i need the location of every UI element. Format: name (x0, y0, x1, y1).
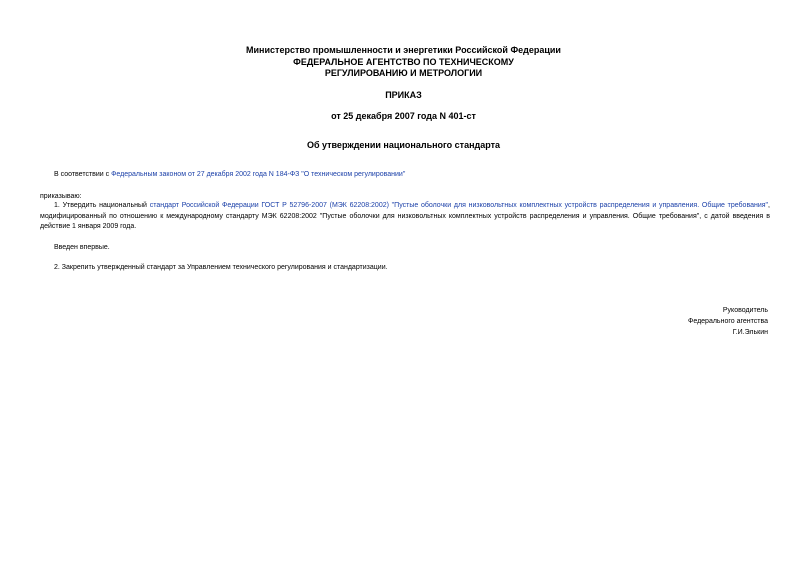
ministry-name: Министерство промышленности и энергетики Российской Федерации (246, 45, 561, 55)
order-date: от 25 декабря 2007 года N 401-ст (331, 111, 476, 121)
intro-prefix: В соответствии с (54, 171, 112, 178)
signature-position-line1: Руководитель (722, 307, 768, 314)
document-subject: Об утверждении национального стандарта (306, 140, 501, 150)
standard-link[interactable]: стандарт Российской Федерации ГОСТ Р 52796-2007 (МЭК 62208:2002) "Пустые оболочки для низковольтных комплектных устройств распределения и управления. Общие требования" (149, 202, 769, 209)
order-title: ПРИКАЗ (385, 90, 422, 100)
item-1-prefix: 1. Утвердить национальный (54, 202, 150, 209)
signature-position-line2: Федерального агентства (688, 318, 768, 325)
decree-word: приказываю: (40, 193, 82, 200)
agency-name-line2: РЕГУЛИРОВАНИЮ И МЕТРОЛОГИИ (324, 68, 483, 78)
intro-paragraph (54, 170, 774, 181)
item-2-paragraph: 2. Закрепить утвержденный стандарт за Управлением технического регулирования и стандартизации. (54, 264, 388, 271)
signature-name: Г.И.Элькин (732, 329, 768, 336)
item-1-paragraph (40, 201, 770, 233)
first-time-note: Введен впервые. (54, 244, 110, 251)
federal-law-link[interactable]: Федеральным законом от 27 декабря 2002 года N 184-ФЗ "О техническом регулировании" (111, 171, 406, 178)
signature-block (688, 305, 768, 338)
item-1-suffix: , модифицированный по отношению к международному стандарту МЭК 62208:2002 "Пустые оболочки для низковольтных комплектных устройств распределения и управления. Общие требования", с датой введения в действие 1 января 2009 года. (40, 202, 770, 230)
agency-name-line1: ФЕДЕРАЛЬНОЕ АГЕНТСТВО ПО ТЕХНИЧЕСКОМУ (293, 56, 514, 67)
document-header (0, 45, 807, 80)
